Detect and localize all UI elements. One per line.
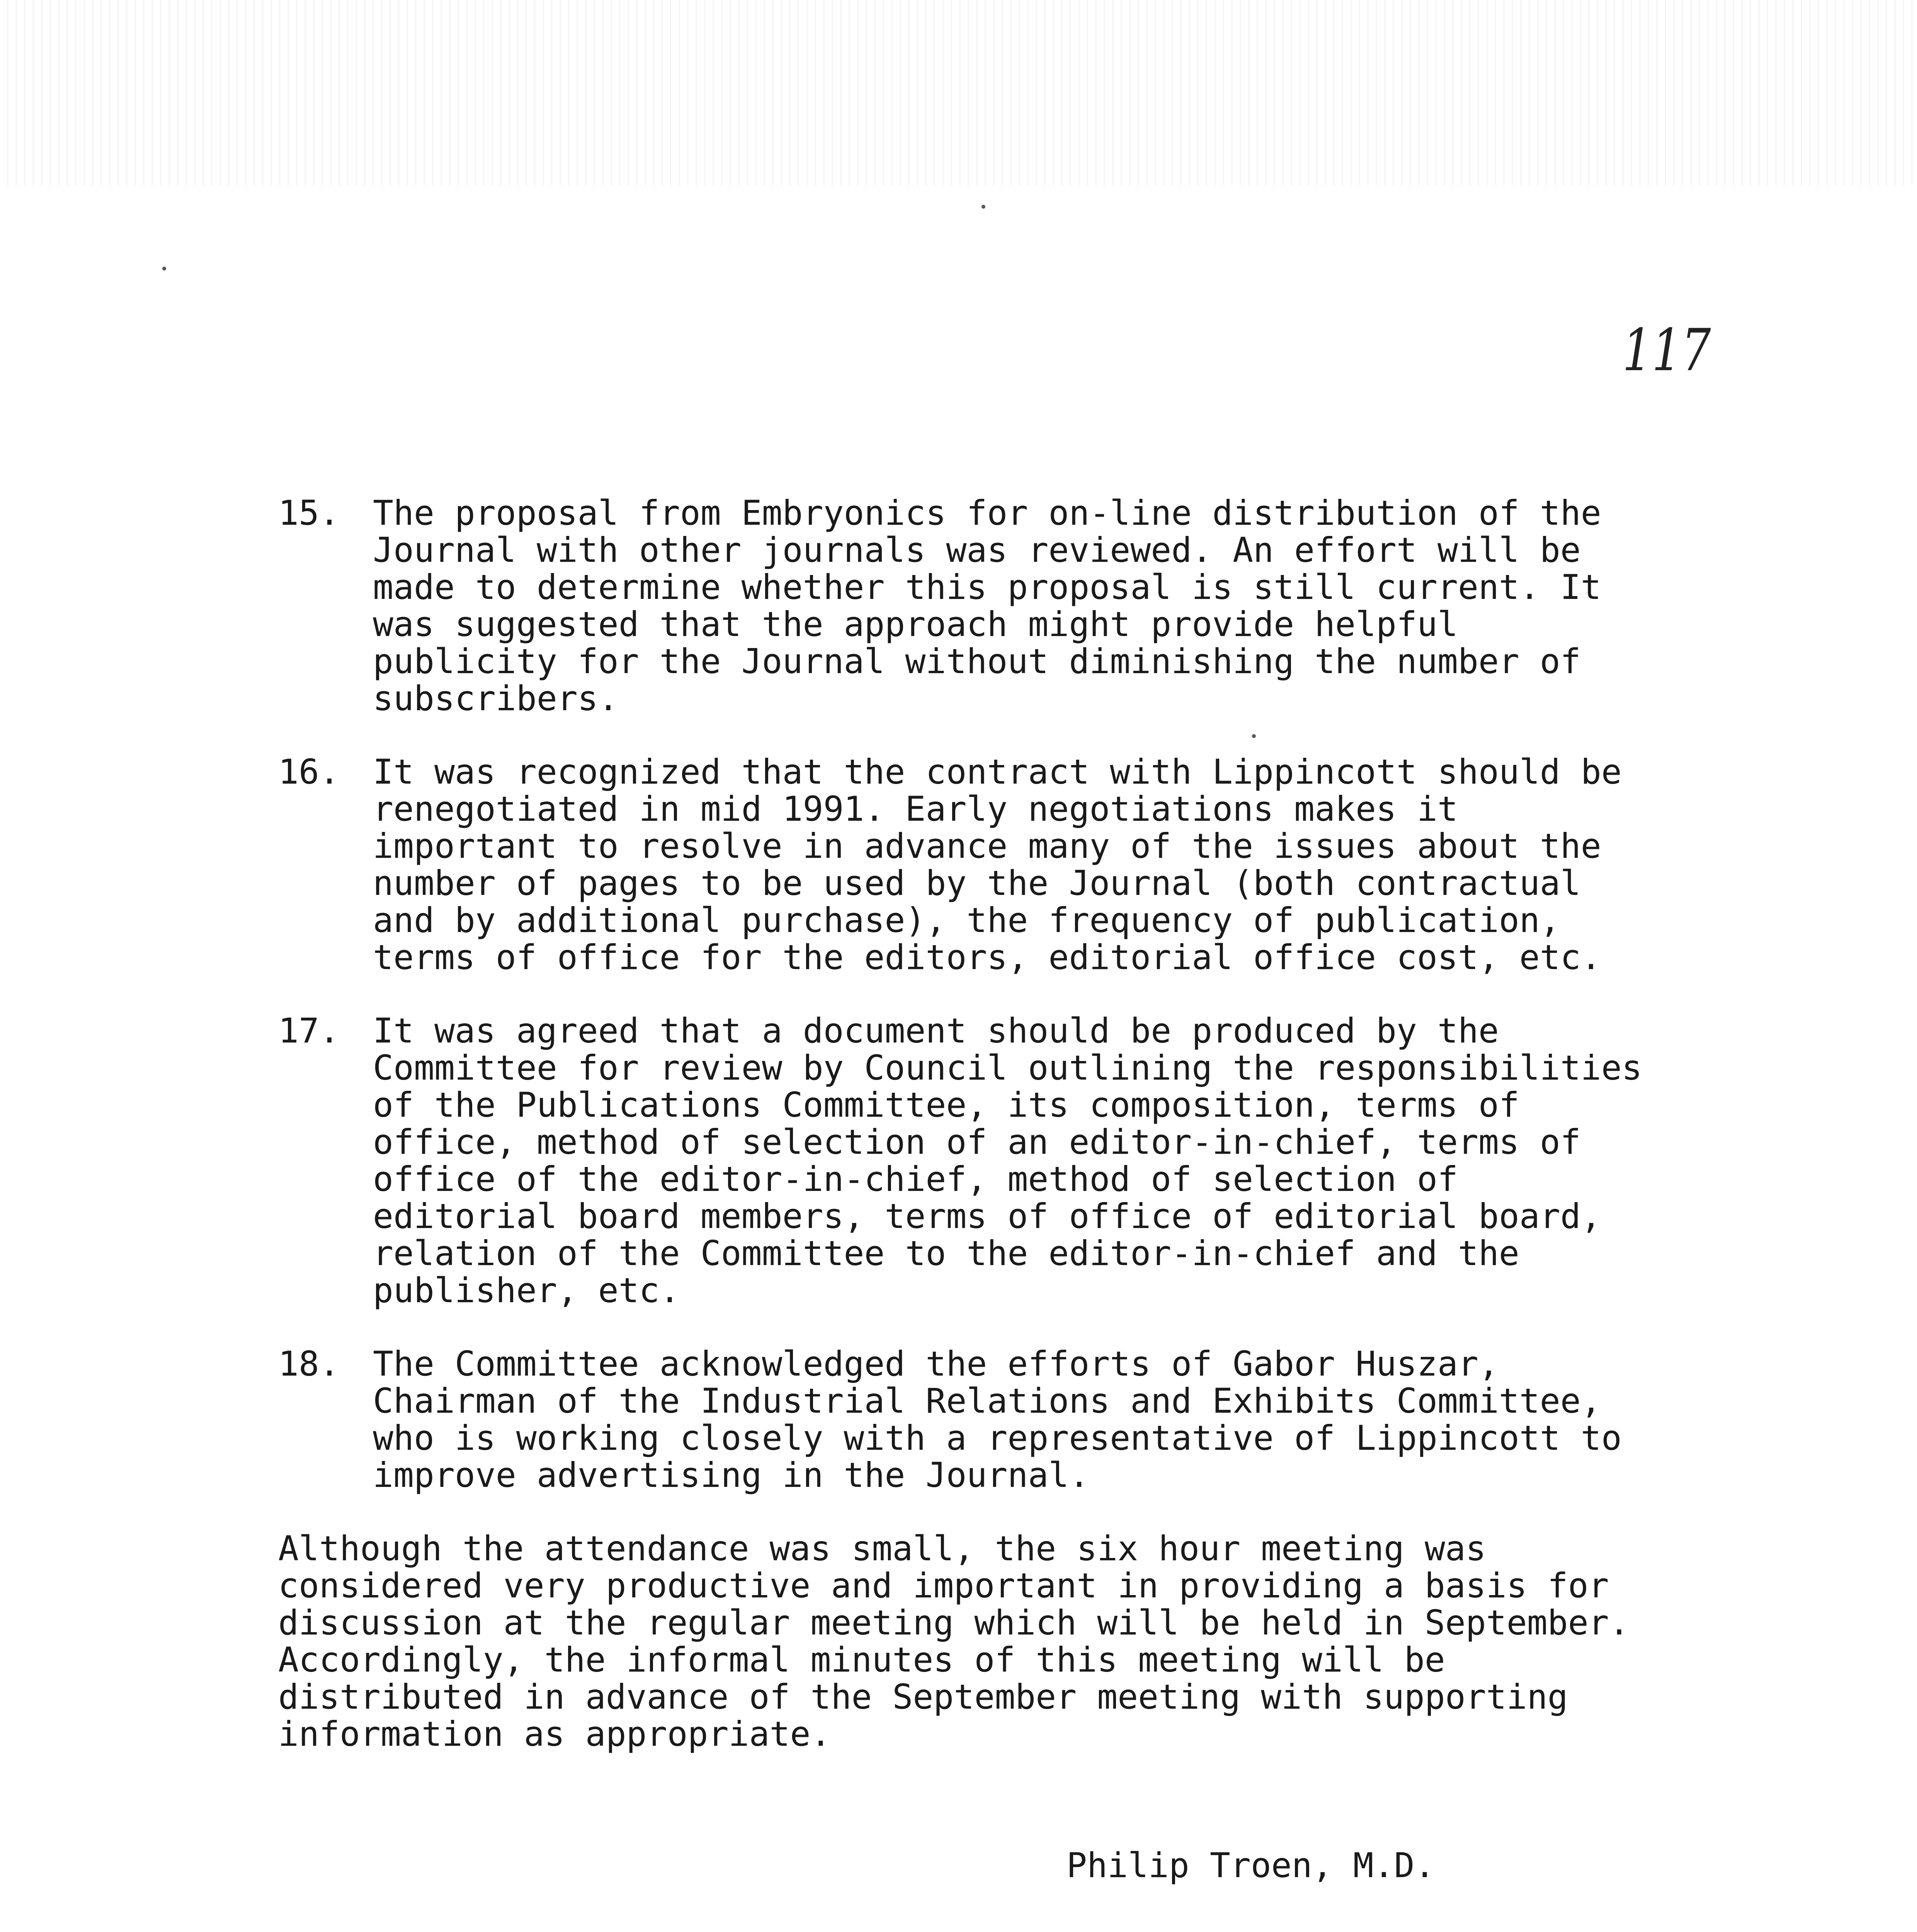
list-item [278, 753, 1785, 976]
list-item [278, 1012, 1785, 1309]
list-item [278, 1345, 1785, 1494]
item-text: The Committee acknowledged the efforts of Gabor Huszar, Chairman of the Industrial Relations and Exhibits Committee, who is working closely with a representative of Lippincott to improve advertising in the Journal. [373, 1344, 1622, 1495]
item-number: 18. [278, 1344, 340, 1384]
item-text: It was agreed that a document should be produced by the Committee for review by Council outlining the responsibilities of the Publications Committee, its composition, terms of office, method of selection of an editor-in-chief, terms of office of the editor-in-chief, method of selection of editorial board members, terms of office of editorial board, relation of the Committee to the editor-in-chief and the publisher, etc. [373, 1011, 1642, 1310]
scan-speck [162, 267, 166, 270]
item-number: 16. [278, 752, 340, 792]
scan-artifact-band [0, 0, 1917, 185]
handwritten-page-number: 117 [1622, 317, 1711, 384]
item-number: 17. [278, 1011, 340, 1051]
item-text: The proposal from Embryonics for on-line distribution of the Journal with other journals was reviewed. An effort will be made to determine whether this proposal is still current. It was suggested that the approach might provide helpful publicity for the Journal without diminishing the number of subscribers. [373, 493, 1601, 718]
signature: Philip Troen, M.D. [1067, 1845, 1435, 1885]
item-text: It was recognized that the contract with Lippincott should be renegotiated in mid 1991. Early negotiations makes it important to resolve in advance many of the issues about the number of pages to be used by the Journal (both contractual and by additional purchase), the frequency of publication, terms of office for the editors, editorial office cost, etc. [373, 752, 1622, 977]
scan-speck [981, 205, 985, 209]
item-number: 15. [278, 493, 340, 533]
closing-paragraph: Although the attendance was small, the six hour meeting was considered very productive and important in providing a basis for discussion at the regular meeting which will be held in September. Accordingly, the informal minutes of this meeting will be distributed in advance of the September meeting with supporting information as appropriate. [278, 1529, 1630, 1754]
list-item [278, 495, 1785, 717]
document-body [278, 495, 1785, 1753]
